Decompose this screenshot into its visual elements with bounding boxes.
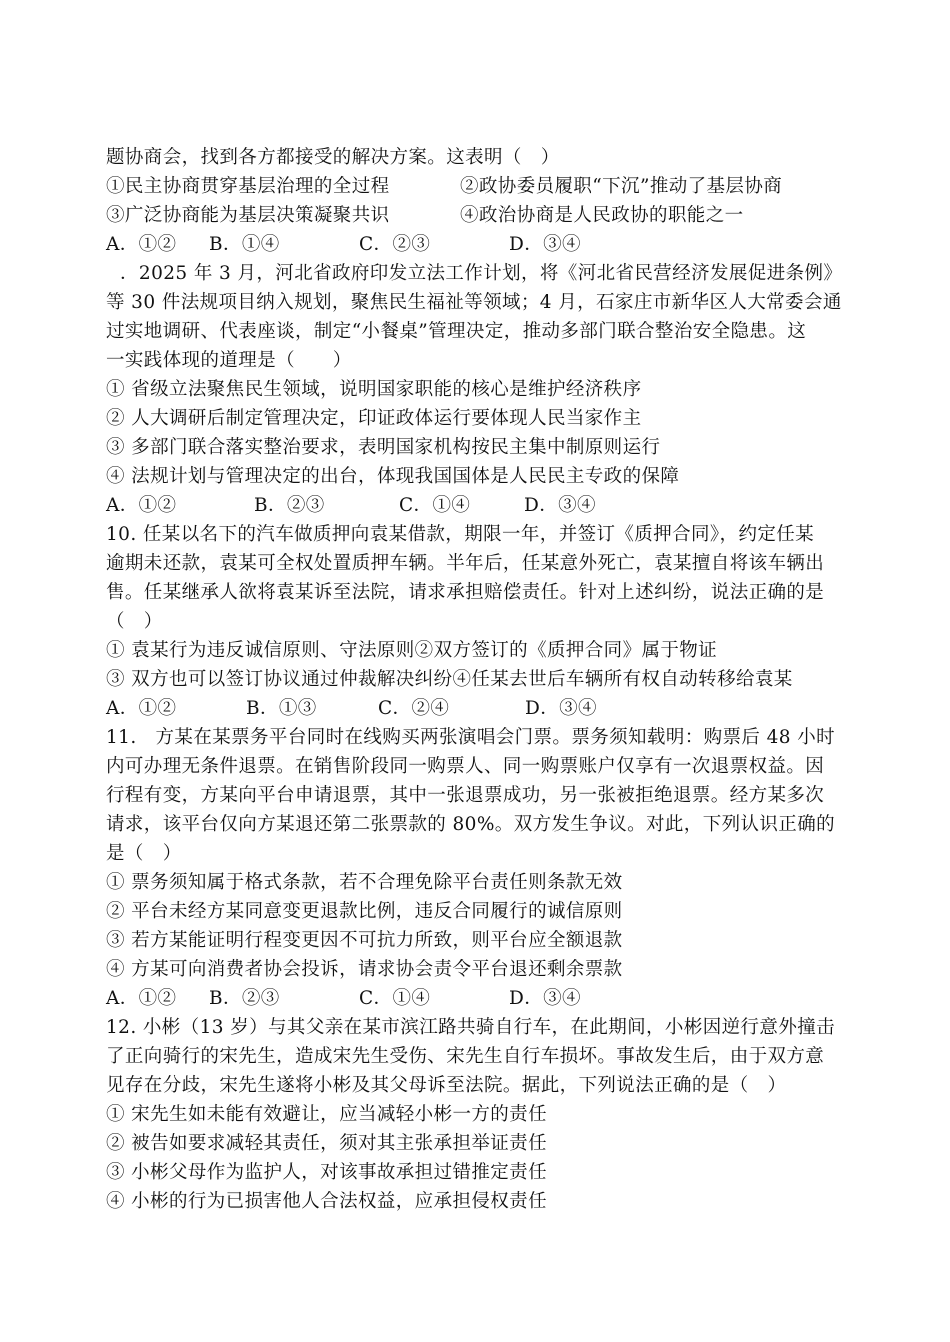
q8-answer-a[interactable]: A．①②	[106, 234, 177, 255]
q11-answer-c[interactable]: C．①④	[359, 988, 431, 1009]
q9-answer-c[interactable]: C．①④	[399, 495, 471, 516]
q9-stem-line: 过实地调研、代表座谈，制定“小餐桌”管理决定，推动多部门联合整治安全隐患。这	[106, 321, 807, 342]
q9-answer-d[interactable]: D．③④	[524, 495, 596, 516]
q8-answers	[106, 230, 846, 259]
q11-answer-d[interactable]: D．③④	[509, 988, 581, 1009]
q12-option-1[interactable]: ① 宋先生如未能有效避让，应当减轻小彬一方的责任	[106, 1104, 547, 1125]
q9-option-4[interactable]: ④ 法规计划与管理决定的出台，体现我国国体是人民民主专政的保障	[106, 466, 680, 487]
q9-answers	[106, 491, 846, 520]
q10-answer-c[interactable]: C．②④	[378, 698, 450, 719]
q9-answer-a[interactable]: A．①②	[106, 495, 177, 516]
q8-answer-c[interactable]: C．②③	[359, 234, 431, 255]
q11-answer-a[interactable]: A．①②	[106, 988, 177, 1009]
q10-answers	[106, 694, 846, 723]
q11-option-1[interactable]: ① 票务须知属于格式条款，若不合理免除平台责任则条款无效	[106, 872, 623, 893]
q10-answer-d[interactable]: D．③④	[525, 698, 597, 719]
q8-options-row-2	[106, 201, 846, 230]
q10-options-line-1[interactable]: ① 袁某行为违反诚信原则、守法原则②双方签订的《质押合同》属于物证	[106, 640, 718, 661]
q12-stem-line: 见存在分歧，宋先生遂将小彬及其父母诉至法院。据此，下列说法正确的是（ ）	[106, 1075, 787, 1096]
q10-stem-line: 逾期未还款，袁某可全权处置质押车辆。半年后，任某意外死亡，袁某擅自将该车辆出	[106, 553, 825, 574]
q9-stem-line: ．2025 年 3 月，河北省政府印发立法工作计划，将《河北省民营经济发展促进条例》	[120, 263, 843, 284]
q8-option-1[interactable]: ①民主协商贯穿基层治理的全过程	[106, 176, 390, 197]
q10-answer-a[interactable]: A．①②	[106, 698, 177, 719]
q9-answer-b[interactable]: B．②③	[254, 495, 325, 516]
q8-answer-b[interactable]: B．①④	[209, 234, 280, 255]
q11-option-2[interactable]: ② 平台未经方某同意变更退款比例，违反合同履行的诚信原则	[106, 901, 623, 922]
q8-option-3[interactable]: ③广泛协商能为基层决策凝聚共识	[106, 205, 390, 226]
q11-stem-line: 请求，该平台仅向方某退还第二张票款的 80%。双方发生争议。对此，下列认识正确的	[106, 814, 836, 835]
q8-answer-d[interactable]: D．③④	[509, 234, 581, 255]
q12-stem-line: 了正向骑行的宋先生，造成宋先生受伤、宋先生自行车损坏。事故发生后，由于双方意	[106, 1046, 825, 1067]
q11-stem-line: 内可办理无条件退票。在销售阶段同一购票人、同一购票账户仅享有一次退票权益。因	[106, 756, 825, 777]
q12-option-3[interactable]: ③ 小彬父母作为监护人，对该事故承担过错推定责任	[106, 1162, 547, 1183]
exam-content	[106, 143, 846, 1216]
q8-option-4[interactable]: ④政治协商是人民政协的职能之一	[460, 205, 744, 226]
q9-stem-line: 等 30 件法规项目纳入规划，聚焦民生福祉等领域；4 月，石家庄市新华区人大常委会通	[106, 292, 842, 313]
q11-stem-line: 行程有变，方某向平台申请退票，其中一张退票成功，另一张被拒绝退票。经方某多次	[106, 785, 825, 806]
q8-option-2[interactable]: ②政协委员履职“下沉”推动了基层协商	[460, 176, 783, 197]
q8-options-row-1	[106, 172, 846, 201]
q11-stem-line: 11. 方某在某票务平台同时在线购买两张演唱会门票。票务须知载明：购票后 48 小时	[106, 727, 836, 748]
q11-option-3[interactable]: ③ 若方某能证明行程变更因不可抗力所致，则平台应全额退款	[106, 930, 623, 951]
q10-stem-line: 10. 任某以名下的汽车做质押向袁某借款，期限一年，并签订《质押合同》，约定任某	[106, 524, 815, 545]
q12-option-2[interactable]: ② 被告如要求减轻其责任，须对其主张承担举证责任	[106, 1133, 547, 1154]
q10-options-line-2[interactable]: ③ 双方也可以签订协议通过仲裁解决纠纷④任某去世后车辆所有权自动转移给袁某	[106, 669, 793, 690]
q9-option-2[interactable]: ② 人大调研后制定管理决定，印证政体运行要体现人民当家作主	[106, 408, 642, 429]
q10-answer-b[interactable]: B．①③	[246, 698, 317, 719]
q10-stem-line: （ ）	[106, 611, 163, 632]
q9-option-1[interactable]: ① 省级立法聚焦民生领域，说明国家职能的核心是维护经济秩序	[106, 379, 642, 400]
q9-option-3[interactable]: ③ 多部门联合落实整治要求，表明国家机构按民主集中制原则运行	[106, 437, 661, 458]
q8-stem-line: 题协商会，找到各方都接受的解决方案。这表明（ ）	[106, 147, 560, 168]
q12-option-4[interactable]: ④ 小彬的行为已损害他人合法权益，应承担侵权责任	[106, 1191, 547, 1212]
q12-stem-line: 12. 小彬（13 岁）与其父亲在某市滨江路共骑自行车，在此期间，小彬因逆行意外撞击	[106, 1017, 836, 1038]
q11-option-4[interactable]: ④ 方某可向消费者协会投诉，请求协会责令平台退还剩余票款	[106, 959, 623, 980]
q9-stem-line: 一实践体现的道理是（ ）	[106, 350, 352, 371]
q11-answers	[106, 984, 846, 1013]
q11-stem-line: 是（ ）	[106, 843, 182, 864]
q10-stem-line: 售。任某继承人欲将袁某诉至法院，请求承担赔偿责任。针对上述纠纷，说法正确的是	[106, 582, 825, 603]
q11-answer-b[interactable]: B．②③	[209, 988, 280, 1009]
